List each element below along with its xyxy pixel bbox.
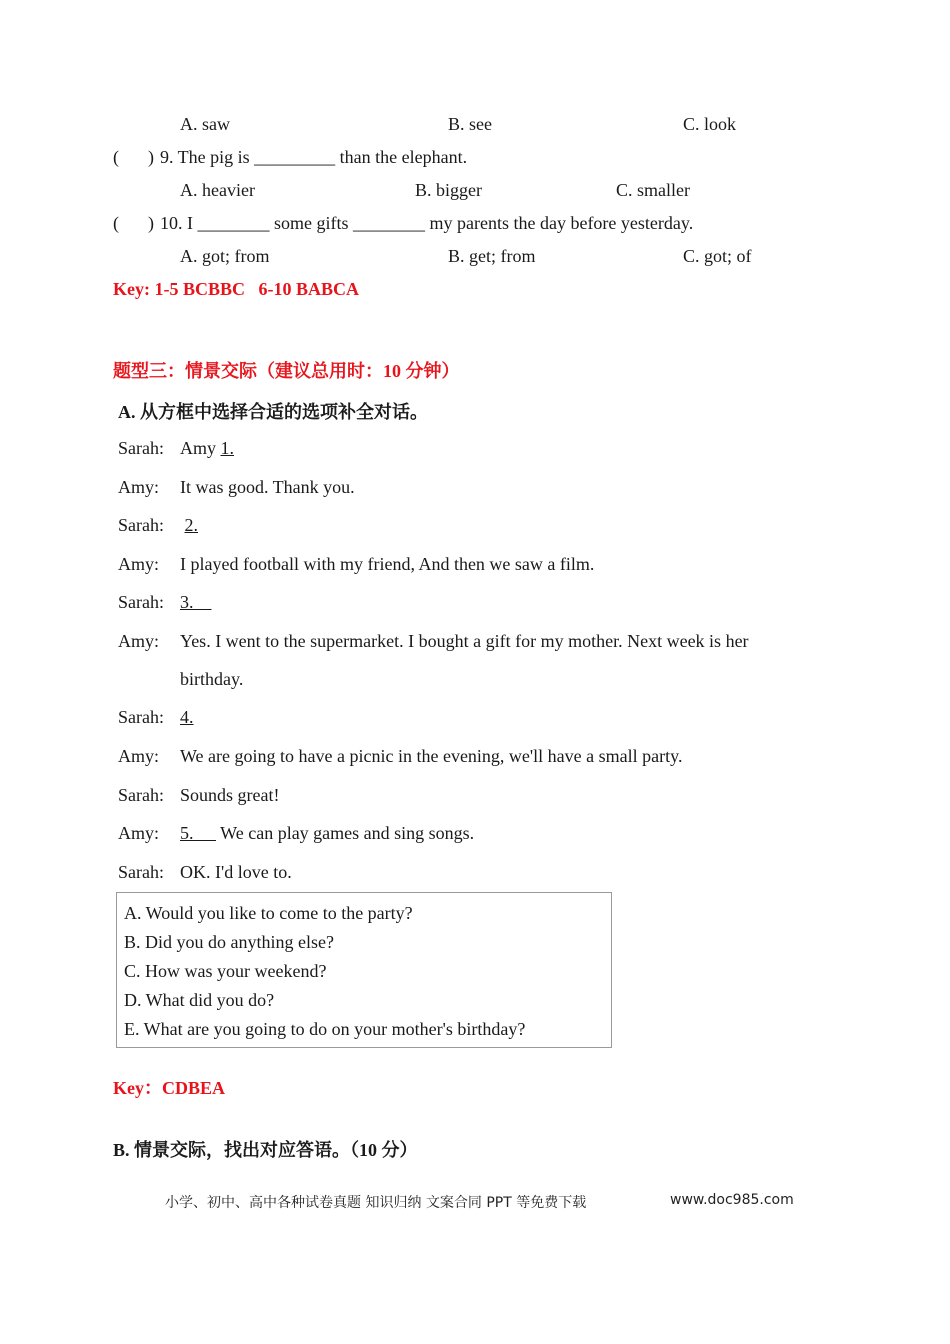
dialogue-text: It was good. Thank you. bbox=[180, 477, 355, 497]
q8-option-b: B. see bbox=[448, 114, 492, 134]
dialogue-text: Amy bbox=[180, 438, 221, 458]
q10-option-b: B. get; from bbox=[448, 246, 536, 266]
part-a-heading bbox=[118, 398, 428, 424]
dialogue-speaker: Amy: bbox=[118, 823, 160, 843]
part-b-prefix: B. bbox=[113, 1140, 130, 1160]
q10-answer-paren-close: ) bbox=[148, 213, 154, 233]
dialogue-speaker: Sarah: bbox=[118, 707, 164, 727]
dialogue-speaker: Sarah: bbox=[118, 862, 164, 882]
dialogue-line bbox=[180, 785, 279, 806]
answer-key-2: Key：CDBEA bbox=[113, 1078, 225, 1098]
choice-option: D. What did you do? bbox=[124, 990, 275, 1010]
q9-option-b: B. bigger bbox=[415, 180, 482, 200]
dialogue-line bbox=[180, 669, 243, 690]
dialogue-line bbox=[180, 554, 594, 575]
part-a-prefix: A. bbox=[118, 402, 136, 422]
part-b-heading bbox=[113, 1136, 418, 1162]
choice-option: B. Did you do anything else? bbox=[124, 932, 334, 952]
dialogue-line bbox=[180, 631, 749, 652]
dialogue-speaker: Amy: bbox=[118, 631, 160, 651]
dialogue-speaker: Sarah: bbox=[118, 592, 164, 612]
dialogue-text-after-blank: We can play games and sing songs. bbox=[216, 823, 475, 843]
q8-option-c: C. look bbox=[683, 114, 737, 134]
dialogue-text: We are going to have a picnic in the evening, we'll have a small party. bbox=[180, 746, 683, 766]
dialogue-line bbox=[180, 707, 194, 728]
dialogue-text: I played football with my friend, And then we saw a film. bbox=[180, 554, 595, 574]
choice-box bbox=[116, 892, 612, 1048]
q8-option-a: A. saw bbox=[180, 114, 230, 134]
q10-answer-paren-open: ( bbox=[113, 213, 119, 233]
dialogue-text: birthday. bbox=[180, 669, 244, 689]
dialogue-speaker: Amy: bbox=[118, 554, 160, 574]
choice-option: A. Would you like to come to the party? bbox=[124, 903, 413, 923]
dialogue-speaker: Sarah: bbox=[118, 438, 164, 458]
q10-option-c: C. got; of bbox=[683, 246, 752, 266]
dialogue-speaker: Sarah: bbox=[118, 515, 164, 535]
dialogue-line bbox=[180, 592, 212, 613]
choice-option: E. What are you going to do on your mother's birthday? bbox=[124, 1019, 526, 1039]
dialogue-blank: 2. bbox=[184, 515, 198, 535]
dialogue-line bbox=[180, 477, 355, 498]
dialogue-text: Yes. I went to the supermarket. I bought a gift for my mother. Next week is her bbox=[180, 631, 749, 651]
footer-text: 小学、初中、高中各种试卷真题 知识归纳 文案合同 PPT 等免费下载 bbox=[165, 1195, 587, 1211]
dialogue-text: Sounds great! bbox=[180, 785, 280, 805]
answer-key-1: Key: 1-5 BCBBC 6-10 BABCA bbox=[113, 279, 359, 299]
dialogue-line bbox=[180, 746, 682, 767]
q10-stem: 10. I ________ some gifts ________ my parents the day before yesterday. bbox=[160, 213, 694, 233]
dialogue-line bbox=[180, 823, 474, 844]
dialogue-blank: 5. bbox=[180, 823, 216, 843]
dialogue-line bbox=[180, 862, 292, 883]
q9-answer-paren-close: ) bbox=[148, 147, 154, 167]
choice-option: C. How was your weekend? bbox=[124, 961, 327, 981]
dialogue-text: OK. I'd love to. bbox=[180, 862, 292, 882]
q9-option-a: A. heavier bbox=[180, 180, 255, 200]
dialogue-blank: 4. bbox=[180, 707, 194, 727]
section-3-title: 题型三：情景交际（建议总用时：10 分钟） bbox=[113, 361, 460, 381]
part-b-instruction: 情景交际，找出对应答语。（10 分） bbox=[134, 1140, 418, 1160]
dialogue-speaker: Sarah: bbox=[118, 785, 164, 805]
dialogue-line bbox=[180, 515, 198, 536]
part-a-instruction: 从方框中选择合适的选项补全对话。 bbox=[140, 402, 428, 422]
dialogue-line bbox=[180, 438, 234, 459]
footer-url[interactable]: www.doc985.com bbox=[670, 1192, 794, 1208]
q9-stem: 9. The pig is _________ than the elephant. bbox=[160, 147, 468, 167]
dialogue-blank: 1. bbox=[220, 438, 234, 458]
q9-answer-paren-open: ( bbox=[113, 147, 119, 167]
dialogue-speaker: Amy: bbox=[118, 746, 160, 766]
q10-option-a: A. got; from bbox=[180, 246, 270, 266]
q9-option-c: C. smaller bbox=[616, 180, 690, 200]
dialogue-blank: 3. bbox=[180, 592, 212, 612]
dialogue-speaker: Amy: bbox=[118, 477, 160, 497]
